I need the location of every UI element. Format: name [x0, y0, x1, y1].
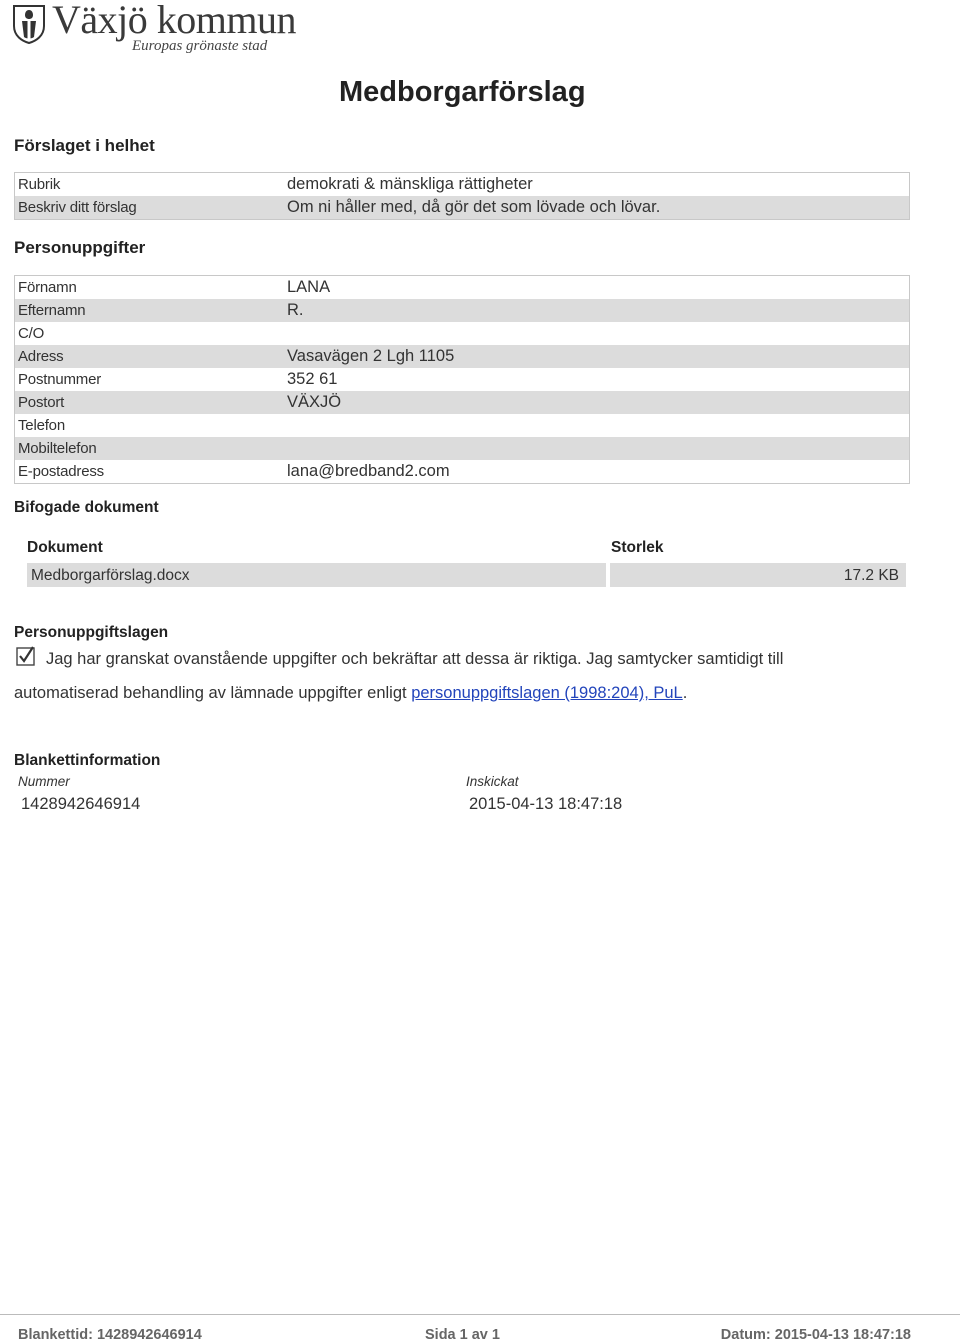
row-label: Adress — [18, 348, 64, 365]
row-value: LANA — [287, 278, 331, 296]
proposal-row-subject — [15, 173, 909, 196]
consent-text-prefix: automatiserad behandling av lämnade uppgifter enligt — [14, 684, 412, 702]
footer-form-id: Blankettid: 1428942646914 — [18, 1327, 202, 1343]
row-label: Mobiltelefon — [18, 440, 97, 457]
footer-divider — [0, 1314, 960, 1315]
row-label: Telefon — [18, 417, 65, 434]
logo-name: Växjö kommun — [52, 0, 296, 42]
row-value: Om ni håller med, då gör det som lövade och lövar. — [287, 198, 661, 216]
proposal-row-description — [15, 196, 909, 219]
consent-text-continued — [14, 684, 687, 703]
section-title-form-info: Blankettinformation — [14, 752, 161, 769]
row-value: Vasavägen 2 Lgh 1105 — [287, 347, 455, 365]
consent-checkbox-icon[interactable] — [16, 646, 36, 666]
row-label: Rubrik — [18, 176, 61, 193]
personal-row-mobile — [15, 437, 909, 460]
section-title-gdpr: Personuppgiftslagen — [14, 624, 169, 641]
personal-row-email — [15, 460, 909, 483]
form-number-value: 1428942646914 — [21, 795, 141, 813]
proposal-table — [14, 172, 910, 220]
row-value: VÄXJÖ — [287, 393, 342, 411]
logo-tagline: Europas grönaste stad — [132, 38, 268, 54]
submitted-value: 2015-04-13 18:47:18 — [469, 795, 623, 813]
section-title-personal: Personuppgifter — [14, 238, 146, 257]
personal-row-address — [15, 345, 909, 368]
personal-row-phone — [15, 414, 909, 437]
form-number-label: Nummer — [18, 774, 70, 789]
footer-date: Datum: 2015-04-13 18:47:18 — [720, 1327, 911, 1343]
footer-page-number: Sida 1 av 1 — [425, 1327, 500, 1343]
row-label: C/O — [18, 325, 45, 342]
personal-row-last-name — [15, 299, 909, 322]
submitted-label: Inskickat — [466, 774, 519, 789]
personal-row-city — [15, 391, 909, 414]
personal-row-first-name — [15, 276, 909, 299]
column-header-size: Storlek — [611, 539, 664, 556]
attachment-file-size: 17.2 KB — [843, 567, 899, 584]
personal-row-postal-code — [15, 368, 909, 391]
row-value: 352 61 — [287, 370, 338, 388]
row-label: E-postadress — [18, 463, 104, 480]
row-value: R. — [287, 301, 304, 319]
personal-row-co — [15, 322, 909, 345]
personal-table — [14, 275, 910, 484]
section-title-attachments: Bifogade dokument — [14, 499, 159, 516]
row-label: Förnamn — [18, 279, 77, 296]
coat-of-arms-icon — [12, 4, 46, 44]
section-title-proposal: Förslaget i helhet — [14, 136, 155, 155]
consent-text-suffix: . — [682, 684, 688, 702]
pul-link[interactable]: personuppgiftslagen (1998:204), PuL — [411, 684, 683, 702]
row-label: Postort — [18, 394, 65, 411]
attachment-file-link[interactable]: Medborgarförslag.docx — [31, 567, 190, 584]
row-value: lana@bredband2.com — [287, 462, 450, 480]
vaxjo-logo — [12, 2, 302, 60]
row-value: demokrati & mänskliga rättigheter — [287, 175, 533, 193]
row-label: Efternamn — [18, 302, 86, 319]
row-label: Beskriv ditt förslag — [18, 199, 137, 216]
column-header-document: Dokument — [27, 539, 103, 556]
page-title: Medborgarförslag — [339, 76, 586, 108]
consent-text: Jag har granskat ovanstående uppgifter och bekräftar att dessa är riktiga. Jag samtycker samtidigt till — [46, 650, 784, 668]
row-label: Postnummer — [18, 371, 102, 388]
